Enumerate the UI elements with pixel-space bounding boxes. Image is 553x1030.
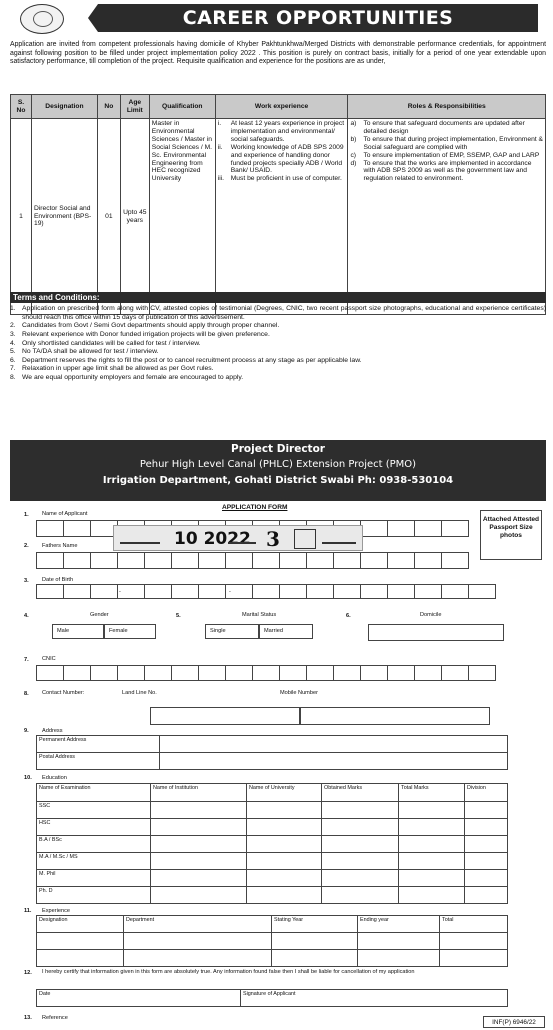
certify-statement: I hereby certify that information given in this form are absolutely true. Any information found false then I shall be liable for cancellation of my application [42, 969, 415, 975]
postal-address-field[interactable] [160, 753, 508, 770]
char-box[interactable] [144, 552, 172, 569]
contact-banner [10, 440, 546, 501]
dob-separator: - [229, 589, 231, 595]
landline-field[interactable] [150, 707, 300, 725]
edu-header: Name of Institution [151, 784, 247, 802]
header-designation: Designation [31, 95, 97, 119]
header-sno: S. No [11, 95, 32, 119]
edu-header: Total Marks [399, 784, 465, 802]
fathers-name-label: Fathers Name [42, 543, 78, 549]
char-box[interactable] [441, 665, 469, 681]
field-number: 6. [346, 613, 351, 619]
address-table [36, 735, 508, 770]
char-box[interactable] [90, 552, 118, 569]
form-title: APPLICATION FORM [222, 504, 288, 511]
char-box[interactable] [63, 520, 91, 537]
field-number: 7. [24, 657, 29, 663]
char-box[interactable] [360, 552, 388, 569]
term-item: 5. No TA/DA shall be allowed for test / interview. [10, 348, 159, 356]
term-item: 4. Only shortlisted candidates will be called for test / interview. [10, 339, 201, 347]
gender-female-option[interactable]: Female [104, 624, 156, 639]
char-box[interactable] [225, 665, 253, 681]
field-number: 5. [176, 613, 181, 619]
char-box[interactable] [198, 584, 226, 599]
header [0, 0, 553, 40]
exp-header: Designation [37, 916, 124, 933]
term-item: 1. Application on prescribed form along with CV, attested copies of testimonial (Degrees, CNIC, two recent passport size photographs, educational and experience certificates) should reach this office within 15 days of publication of this advertisement. [10, 305, 546, 321]
domicile-label: Domicile [420, 612, 442, 618]
header-age-limit: Age Limit [120, 95, 149, 119]
char-box[interactable] [387, 520, 415, 537]
mobile-field[interactable] [300, 707, 490, 725]
education-row[interactable]: B.A / BSc [37, 836, 508, 853]
char-box[interactable] [333, 584, 361, 599]
position-qualification: Master in Environmental Sciences / Master in Social Sciences / M. Sc. Environmental Engineering from HEC recognized University [149, 119, 215, 315]
urdu-text-mark [120, 532, 160, 544]
char-box[interactable] [252, 552, 280, 569]
urdu-text-mark [322, 534, 356, 544]
marital-status-label: Marital Status [242, 612, 277, 618]
char-box[interactable] [360, 665, 388, 681]
term-item: 3. Relevant experience with Donor funded irrigation projects will be given preference. [10, 330, 270, 338]
domicile-field[interactable] [368, 624, 504, 641]
marital-single-option[interactable]: Single [205, 624, 259, 639]
education-row[interactable]: SSC [37, 802, 508, 819]
term-item: 7. Relaxation in upper age limit shall be allowed as per Govt rules. [10, 365, 214, 373]
field-number: 12. [24, 970, 32, 976]
char-box[interactable] [360, 520, 388, 537]
applicant-label: Name of Applicant [42, 511, 88, 517]
char-box[interactable] [198, 665, 226, 681]
experience-item: i. At least 12 years experience in project implementation and environmental/ social safeguards. [217, 120, 345, 143]
term-item: 2. Candidates from Govt / Semi Govt departments should apply through proper channel. [10, 322, 280, 330]
signature-field[interactable]: Signature of Applicant [241, 990, 508, 1007]
position-roles [348, 119, 546, 315]
char-box[interactable] [306, 584, 334, 599]
gender-label: Gender [90, 612, 109, 618]
reference-label: Reference [42, 1015, 68, 1021]
char-box[interactable] [225, 552, 253, 569]
field-number: 4. [24, 613, 29, 619]
edu-header: Obtained Marks [322, 784, 399, 802]
photo-box: Attached Attested Passport Size photos [480, 510, 542, 560]
intro-paragraph: Application are invited from competent professionals having domicile of Khyber Pakhtunkhwa/Merged Districts with demonstrable performance credentials, for appointment against following position to be filled under project implementation policy 2022 . This position is purely on contract basis, initially for a period of one year extendable upon satisfactory performance, till completion of the project. Requisite qualification and experience for the positions are as under, [10, 41, 546, 66]
char-box[interactable] [252, 584, 280, 599]
char-box[interactable] [63, 552, 91, 569]
role-item: c) To ensure implementation of EMP, SSEMP, GAP and LARP [350, 151, 540, 159]
char-box[interactable] [144, 665, 172, 681]
stamp-page: 3 [266, 527, 280, 551]
char-box[interactable] [333, 552, 361, 569]
landline-label: Land Line No. [122, 690, 157, 696]
position-experience [215, 119, 348, 315]
char-box[interactable] [279, 584, 307, 599]
position-designation: Director Social and Environment (BPS-19) [31, 119, 97, 315]
char-box[interactable] [36, 552, 64, 569]
field-number: 2. [24, 543, 29, 549]
char-box[interactable] [90, 584, 118, 599]
mobile-label: Mobile Number [280, 690, 318, 696]
char-box[interactable] [63, 665, 91, 681]
char-box[interactable] [360, 584, 388, 599]
field-number: 8. [24, 691, 29, 697]
position-row [11, 119, 546, 315]
exp-header: Stating Year [272, 916, 358, 933]
char-box[interactable] [36, 520, 64, 537]
header-qualification: Qualification [149, 95, 215, 119]
field-number: 10. [24, 775, 32, 781]
role-item: a) To ensure that safeguard documents are updated after detailed design [350, 120, 525, 135]
education-row[interactable]: Ph. D [37, 887, 508, 904]
education-row[interactable]: M. Phil [37, 870, 508, 887]
char-box[interactable] [414, 665, 442, 681]
char-box[interactable] [144, 584, 172, 599]
char-box[interactable] [414, 552, 442, 569]
cnic-label: CNIC [42, 656, 56, 662]
header-no: No [97, 95, 120, 119]
experience-item: ii. Working knowledge of ADB SPS 2009 and experience of handling donor funded projects specially ADB / World Bank/ USAID. [217, 143, 344, 175]
inf-reference: INF(P) 6946/22 [483, 1016, 545, 1028]
char-box[interactable] [279, 665, 307, 681]
contact-number-label: Contact Number: [42, 690, 85, 696]
experience-table [36, 915, 508, 967]
terms-list [10, 305, 546, 383]
position-age-limit: Upto 45 years [120, 119, 149, 315]
experience-item: iii. Must be proficient in use of computer. [217, 175, 342, 183]
government-emblem-icon [20, 4, 64, 34]
terms-heading: Terms and Conditions: [10, 292, 546, 303]
role-item: b) To ensure that during project implementation, Environment & Social safeguard are complied with [350, 135, 543, 151]
title-banner [98, 4, 538, 32]
char-box[interactable] [414, 584, 442, 599]
char-box[interactable] [171, 584, 199, 599]
edu-header: Name of Examination [37, 784, 151, 802]
field-number: 11. [24, 908, 32, 914]
signature-table [36, 989, 508, 1007]
position-count: 01 [97, 119, 120, 315]
permanent-address-field[interactable] [160, 736, 508, 753]
newspaper-logo-icon [294, 529, 316, 549]
contact-project: Pehur High Level Canal (PHLC) Extension Project (PMO) [139, 459, 417, 471]
header-work-experience: Work experience [215, 95, 348, 119]
education-table [36, 783, 508, 904]
address-label: Address [42, 728, 63, 734]
stamp-date: 10 2022 [174, 529, 251, 549]
exp-header: Total [440, 916, 508, 933]
edu-header: Division [465, 784, 508, 802]
char-box[interactable] [441, 520, 469, 537]
page-title: CAREER OPPORTUNITIES [182, 7, 454, 29]
education-label: Education [42, 775, 67, 781]
char-box[interactable] [441, 584, 469, 599]
positions-header-row [11, 95, 546, 119]
dob-separator: - [119, 589, 121, 595]
field-number: 1. [24, 512, 29, 518]
char-box[interactable] [63, 584, 91, 599]
char-box[interactable] [117, 665, 145, 681]
char-box[interactable] [252, 665, 280, 681]
char-box[interactable] [468, 665, 496, 681]
field-number: 3. [24, 578, 29, 584]
char-box[interactable] [333, 665, 361, 681]
exp-header: Ending year [358, 916, 440, 933]
role-item: d) To ensure that the works are implemented in accordance with ADB SPS 2009 as well as the government law and regulation related to environment. [350, 159, 532, 183]
char-box[interactable] [279, 552, 307, 569]
date-field[interactable]: Date [37, 990, 241, 1007]
experience-row[interactable] [37, 950, 508, 967]
char-box[interactable] [414, 520, 442, 537]
gender-male-option[interactable]: Male [52, 624, 104, 639]
char-box[interactable] [171, 552, 199, 569]
urdu-text-mark [228, 532, 256, 544]
char-box[interactable] [387, 552, 415, 569]
field-number: 9. [24, 728, 29, 734]
positions-table [10, 94, 546, 315]
char-box[interactable] [117, 584, 145, 599]
term-item: 8. We are equal opportunity employers and female are encouraged to apply. [10, 374, 244, 381]
term-item: 6. Department reserves the rights to fill the post or to cancel recruitment process at any stage as per applicable law. [10, 356, 362, 364]
char-box[interactable] [306, 552, 334, 569]
char-box[interactable] [468, 584, 496, 599]
contact-title: Project Director [231, 443, 325, 455]
education-row[interactable]: HSC [37, 819, 508, 836]
field-number: 13. [24, 1015, 32, 1021]
newspaper-stamp [113, 525, 363, 551]
char-box[interactable] [36, 584, 64, 599]
char-box[interactable] [306, 665, 334, 681]
education-row[interactable]: M.A / M.Sc / MS [37, 853, 508, 870]
permanent-address-label: Permanent Address [37, 736, 160, 753]
exp-header: Department [124, 916, 272, 933]
char-box[interactable] [171, 665, 199, 681]
char-box[interactable] [387, 584, 415, 599]
char-box[interactable] [387, 665, 415, 681]
char-box[interactable] [117, 552, 145, 569]
dob-label: Date of Birth [42, 577, 74, 583]
header-roles: Roles & Responsibilities [348, 95, 546, 119]
char-box[interactable] [198, 552, 226, 569]
edu-header: Name of University [247, 784, 322, 802]
char-box[interactable] [441, 552, 469, 569]
position-sno: 1 [11, 119, 32, 315]
experience-row[interactable] [37, 933, 508, 950]
postal-address-label: Postal Address [37, 753, 160, 770]
char-box[interactable] [90, 665, 118, 681]
marital-married-option[interactable]: Married [259, 624, 313, 639]
contact-address: Irrigation Department, Gohati District Swabi Ph: 0938-530104 [102, 475, 454, 487]
experience-label: Experience [42, 908, 70, 914]
char-box[interactable] [36, 665, 64, 681]
